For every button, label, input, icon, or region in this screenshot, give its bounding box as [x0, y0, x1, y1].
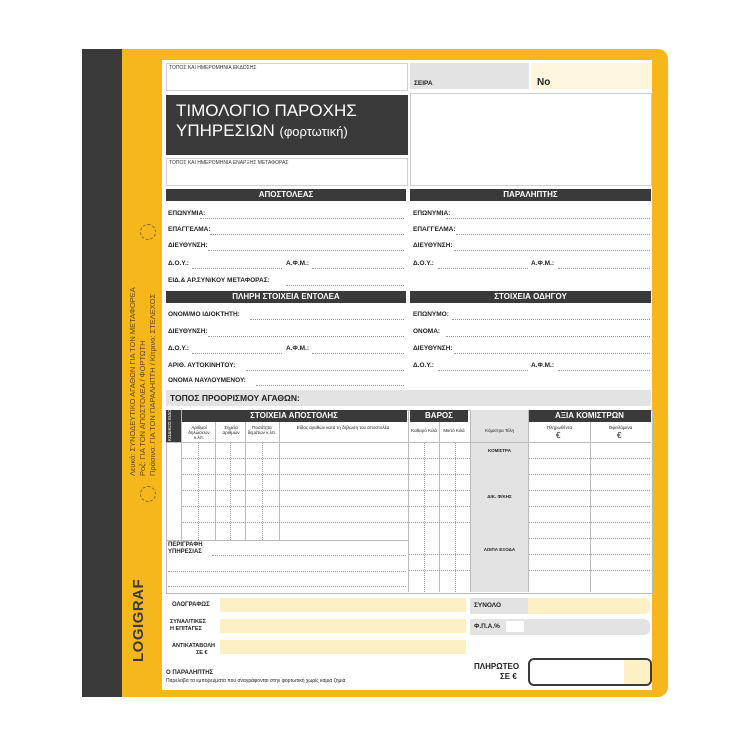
service-desc-label-1: ΠΕΡΙΓΡΑΦΗ	[168, 542, 203, 548]
charterer-name-field[interactable]	[256, 385, 404, 386]
row-line	[181, 458, 408, 459]
row-line	[181, 522, 408, 523]
quantity-header: Ποσότητα δεμάτων κ.λπ.	[247, 425, 277, 435]
payable-label-1: ΠΛΗΡΩΤΕΟ	[474, 662, 520, 671]
dik-row-label: ΔΙΚ. Φ/ΚΗΣ	[487, 494, 512, 499]
freight-header: Κόμιστρα Τέλη	[485, 428, 514, 433]
row-line	[529, 522, 650, 523]
row-line	[409, 570, 470, 571]
total-label: ΣΥΝΟΛΟ	[474, 602, 502, 609]
owed-euro: €	[617, 431, 622, 440]
receiver-name-label: ΕΠΩΝΥΜΙΑ:	[413, 210, 451, 217]
row-line	[409, 474, 470, 475]
owed-header: Οφειλόμενα	[608, 425, 633, 430]
transport-doc-label: ΕΙΔ.& ΑΡ.ΣΥΝ/ΚΟΥ ΜΕΤΑΦΟΡΑΣ:	[168, 277, 270, 284]
checks-label-2: Η ΕΠΙΤΑΓΕΣ	[170, 626, 202, 632]
cod-field[interactable]	[220, 640, 466, 654]
marks-header: Σημεία αριθμών	[222, 425, 240, 435]
code-header: ΚΩΔΙΚΟΣ ΕΙΔΟΥΣ	[167, 403, 172, 441]
value-header: ΑΞΙΑ ΚΟΜΙΣΤΡΩΝ	[528, 410, 651, 422]
receiver-address-field[interactable]	[454, 250, 650, 251]
driver-surname-field[interactable]	[452, 319, 650, 320]
driver-surname-label: ΕΠΩΝΥΜΟ:	[413, 311, 449, 318]
sender-address-label: ΔΙΕΥΘΥΝΣΗ:	[168, 242, 208, 249]
vehicle-number-field[interactable]	[246, 370, 404, 371]
paid-header: Πληρωθέντα	[546, 425, 573, 430]
payable-field[interactable]	[528, 658, 652, 686]
row-line	[529, 506, 650, 507]
service-desc-field[interactable]	[212, 555, 406, 556]
receiver-name-field[interactable]	[446, 218, 650, 219]
row-line	[529, 474, 650, 475]
sender-doy-label: Δ.Ο.Υ.:	[168, 260, 189, 267]
col-line	[528, 410, 529, 592]
receiver-afm-field[interactable]	[558, 268, 650, 269]
sender-profession-field[interactable]	[210, 234, 404, 235]
receiver-doy-label: Δ.Ο.Υ.:	[413, 260, 434, 267]
numbers-declared-header: Αριθμοί δηλώσεων κ.λπ.	[188, 425, 210, 440]
number-label: No	[537, 77, 551, 88]
description-header: Είδος αγαθών κατά τη δήλωση του αποστολέα	[296, 425, 390, 430]
in-words-label: ΟΛΟΓΡΑΦΩΣ	[172, 602, 210, 608]
vat-label: Φ.Π.Α.%	[474, 623, 500, 630]
payable-field-accent	[624, 660, 650, 684]
client-address-label: ΔΙΕΥΘΥΝΣΗ:	[168, 328, 208, 335]
sender-afm-field[interactable]	[312, 268, 404, 269]
cod-label-1: ΑΝΤΙΚΑΤΑΒΟΛΗ	[172, 643, 215, 649]
receiver-signature-label: Ο ΠΑΡΑΛΗΠΤΗΣ	[166, 670, 214, 676]
charterer-name-label: ΟΝΟΜΑ ΝΑΥΛΟΥΜΕΝΟΥ:	[168, 377, 246, 384]
sender-section-title: ΑΠΟΣΤΟΛΕΑΣ	[166, 189, 406, 201]
col-line	[470, 410, 471, 592]
checks-field[interactable]	[220, 619, 466, 633]
driver-address-field[interactable]	[454, 353, 650, 354]
payable-label-2: ΣΕ €	[500, 672, 517, 681]
in-words-field[interactable]	[220, 598, 466, 612]
service-desc-label-2: ΥΠΗΡΕΣΙΑΣ	[168, 549, 202, 555]
shipment-header: ΣΤΟΙΧΕΙΑ ΑΠΟΣΤΟΛΗΣ	[181, 410, 407, 422]
client-doy-label: Δ.Ο.Υ.:	[168, 345, 189, 352]
col-line	[590, 422, 591, 592]
service-desc-field[interactable]	[168, 571, 406, 572]
driver-name-label: ΟΝΟΜΑ:	[413, 328, 441, 335]
client-afm-label: Α.Φ.Μ.:	[286, 345, 310, 352]
sender-doy-field[interactable]	[192, 268, 282, 269]
copy-colors-line2: Ροζ: ΓΙΑ ΤΟΝ ΑΠΟΣΤΟΛΕΑ / ΦΟΡΤΩΤΗ	[138, 340, 147, 476]
row-line	[409, 458, 470, 459]
row-line	[409, 522, 470, 523]
col-line	[439, 422, 440, 592]
start-date-label: ΤΟΠΟΣ ΚΑΙ ΗΜΕΡΟΜΗΝΙΑ ΕΝΑΡΞΗΣ ΜΕΤΑΦΟΡΑΣ	[169, 160, 289, 166]
receiver-profession-field[interactable]	[456, 234, 650, 235]
col-line	[181, 410, 182, 540]
row-line	[409, 506, 470, 507]
brand-logo: LOGIGRAF	[130, 578, 147, 662]
document-title-line2: ΥΠΗΡΕΣΙΩΝ	[176, 121, 275, 140]
driver-doy-label: Δ.Ο.Υ.:	[413, 362, 434, 369]
client-afm-field[interactable]	[312, 353, 404, 354]
book-spine	[82, 49, 122, 697]
client-section-title: ΠΛΗΡΗ ΣΤΟΙΧΕΙΑ ΕΝΤΟΛΕΑ	[166, 291, 406, 303]
binding-hole-icon	[140, 224, 156, 240]
row-line	[529, 570, 650, 571]
gross-weight-header: Μικτό Κιλά	[443, 428, 465, 433]
owner-name-field[interactable]	[250, 319, 404, 320]
receipt-note: Παρέλαβα τα εμπορεύματα που αναγράφονται στην φορτωτική χωρίς καμιά ζημιά	[166, 678, 346, 684]
driver-name-field[interactable]	[446, 336, 650, 337]
row-line	[529, 490, 650, 491]
row-line	[529, 458, 650, 459]
row-line	[409, 490, 470, 491]
copy-colors-line1: Λευκό: ΣΥΝΟΔΕΥΤΙΚΟ ΑΓΑΘΩΝ ΓΙΑ ΤΟΝ ΜΕΤΑΦΟΡΕΑ	[128, 287, 137, 476]
paid-euro: €	[556, 431, 561, 440]
row-line	[529, 554, 650, 555]
series-label: ΣΕΙΡΑ	[414, 80, 433, 87]
notes-box[interactable]	[410, 93, 652, 186]
owner-name-label: ΟΝΟΜ/ΜΟ ΙΔΙΟΚΤΗΤΗ:	[168, 311, 240, 318]
vat-percent-field[interactable]	[506, 621, 524, 632]
binding-hole-icon	[140, 486, 156, 502]
receiver-profession-label: ΕΠΑΓΓΕΛΜΑ:	[413, 226, 456, 233]
receiver-section-title: ΠΑΡΑΛΗΠΤΗΣ	[410, 189, 651, 201]
total-field[interactable]	[528, 598, 650, 614]
freight-row-label: ΚΟΜΙΣΤΡΑ	[488, 448, 511, 453]
checks-label-1: ΣΥΝΑΛ/ΤΙΚΕΣ	[170, 619, 206, 625]
driver-doy-field[interactable]	[438, 370, 528, 371]
document-title-line1: ΤΙΜΟΛΟΓΙΟ ΠΑΡΟΧΗΣ	[176, 101, 357, 120]
receiver-address-label: ΔΙΕΥΘΥΝΣΗ:	[413, 242, 453, 249]
driver-afm-label: Α.Φ.Μ.:	[531, 362, 555, 369]
row-line	[409, 554, 470, 555]
driver-afm-field[interactable]	[558, 370, 650, 371]
sender-name-label: ΕΠΩΝΥΜΙΑ:	[168, 210, 206, 217]
row-line	[529, 538, 650, 539]
client-address-field[interactable]	[208, 336, 404, 337]
other-costs-row-label: ΛΟΙΠΑ ΕΞΟΔΑ	[483, 547, 516, 552]
service-divider	[166, 540, 408, 541]
col-line	[408, 410, 409, 592]
sender-profession-label: ΕΠΑΓΓΕΛΜΑ:	[168, 226, 211, 233]
freight-column	[471, 410, 528, 592]
document-title-sub: (φορτωτική)	[279, 124, 348, 139]
row-line	[181, 490, 408, 491]
goods-table	[166, 410, 653, 594]
cod-label-2: ΣΕ €	[196, 650, 208, 656]
weight-header: ΒΑΡΟΣ	[410, 410, 468, 422]
net-weight-header: Καθαρό Κιλά	[411, 428, 437, 433]
driver-address-label: ΔΙΕΥΘΥΝΣΗ:	[413, 345, 453, 352]
vehicle-number-label: ΑΡΙΘ. ΑΥΤΟΚΙΝΗΤΟΥ:	[168, 362, 236, 369]
sender-afm-label: Α.Φ.Μ.:	[286, 260, 310, 267]
receiver-afm-label: Α.Φ.Μ.:	[531, 260, 555, 267]
receiver-doy-field[interactable]	[438, 268, 528, 269]
sender-name-field[interactable]	[200, 218, 404, 219]
row-line	[181, 474, 408, 475]
destination-label: ΤΟΠΟΣ ΠΡΟΟΡΙΣΜΟΥ ΑΓΑΘΩΝ:	[170, 393, 300, 403]
transport-doc-field[interactable]	[286, 285, 404, 286]
driver-section-title: ΣΤΟΙΧΕΙΑ ΟΔΗΓΟΥ	[410, 291, 651, 303]
sender-address-field[interactable]	[208, 250, 404, 251]
client-doy-field[interactable]	[192, 353, 282, 354]
service-desc-field[interactable]	[168, 586, 406, 587]
row-line	[181, 506, 408, 507]
copy-colors-line3: Πράσινο: ΓΙΑ ΤΟΝ ΠΑΡΑΛΗΠΤΗ / Κίτρινο: ΣΤΕΛΕΧΟΣ	[148, 293, 157, 476]
issue-date-label: ΤΟΠΟΣ ΚΑΙ ΗΜΕΡΟΜΗΝΙΑ ΕΚΔΟΣΗΣ	[169, 65, 257, 71]
